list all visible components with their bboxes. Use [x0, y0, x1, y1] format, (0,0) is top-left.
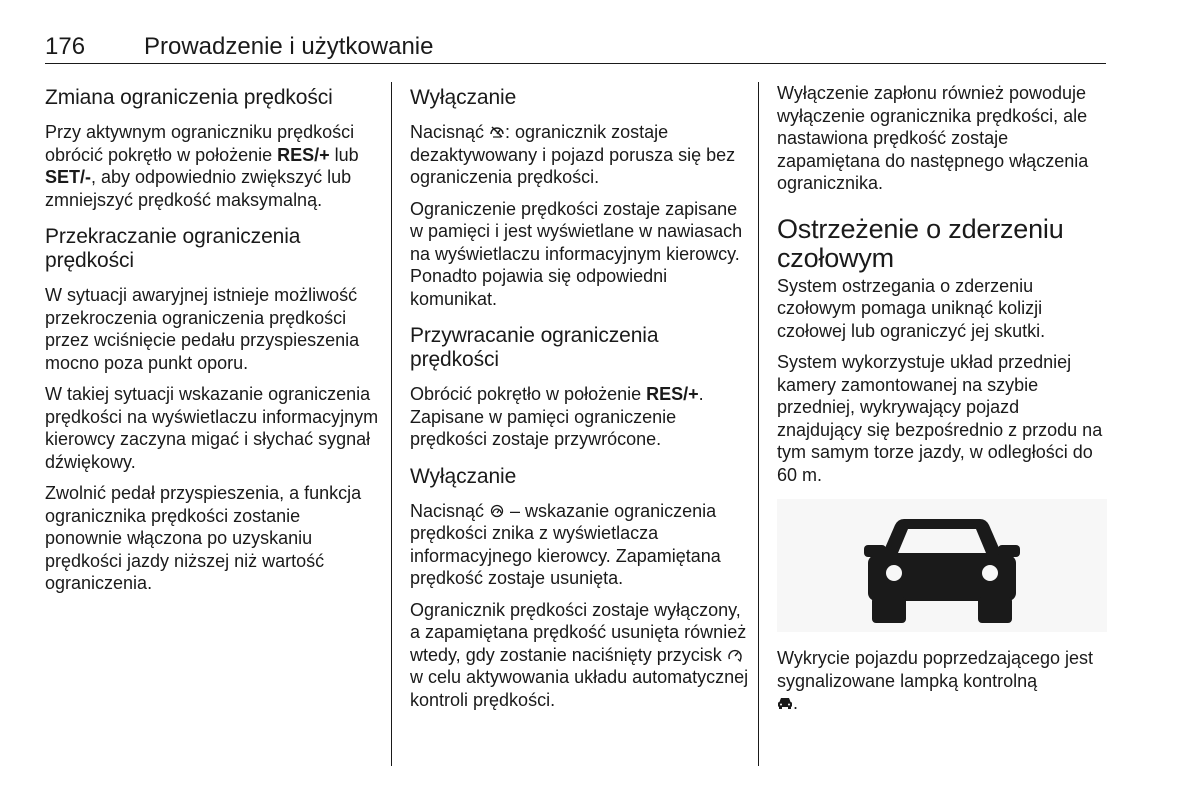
paragraph-vehicle-ahead-indicator [777, 647, 1107, 715]
text-run: Nacisnąć [410, 122, 490, 142]
column-right [777, 82, 1107, 724]
paragraph-switch-off [410, 500, 750, 590]
cruise-control-icon [727, 648, 743, 662]
heading-switch-off: Wyłączanie [410, 464, 517, 488]
column-divider [391, 82, 392, 766]
control-label-res: RES/+ [646, 384, 699, 404]
paragraph-stored-limit: Ograniczenie prędkości zostaje zapisane w pamięci i jest wyświetlane w nawiasach na wyświetlaczu informacyjnym kierowcy. Ponadto pojawia się odpowiedni komunikat. [410, 198, 743, 309]
paragraph-change-limit [45, 121, 380, 211]
text-run: Nacisnąć [410, 500, 490, 521]
text-run: , aby odpowiednio zwiększyć lub zmniejszyć prędkość maksymalną. [45, 167, 352, 210]
text-run: w celu aktywowania układu automatycznej kontroli prędkości. [410, 667, 749, 710]
paragraph-exceed-1: W sytuacji awaryjnej istnieje możliwość przekroczenia ograniczenia prędkości przez wciśnięcie pedału przyspieszenia mocno poza punkt oporu. [45, 285, 360, 373]
text-run: . Zapisane w pamięci ograniczenie prędkości zostaje przywrócone. [410, 384, 704, 449]
chapter-title: Prowadzenie i użytkowanie [144, 33, 434, 60]
text-run: : ogranicznik zostaje dezaktywowany i pojazd porusza się bez ograniczenia prędkości. [410, 122, 736, 187]
text-run: Przy aktywnym ograniczniku prędkości obrócić pokrętło w położenie [45, 122, 355, 165]
text-run: Ogranicznik prędkości zostaje wyłączony, a zapamiętana prędkość usunięta również wtedy, gdy zostanie naciśnięty przycisk [410, 599, 747, 665]
speed-limiter-icon [489, 504, 505, 518]
text-run: – wskazanie ograniczenia prędkości znika z wyświetlacza informacyjnego kierowcy. Zapamiętana prędkość zostaje usunięta. [410, 500, 721, 588]
text-run: Wykrycie pojazdu poprzedzającego jest sygnalizowane lampką kontrolną [777, 648, 1094, 691]
car-front-icon [862, 507, 1022, 625]
column-middle [410, 82, 750, 720]
vehicle-ahead-icon [777, 696, 793, 710]
page-number: 176 [45, 33, 86, 60]
paragraph-deactivate [410, 121, 750, 189]
page-header [45, 33, 1106, 64]
paragraph-system-purpose: System ostrzegania o zderzeniu czołowym pomaga uniknąć kolizji czołowej lub ograniczyć jej skutki. [777, 275, 1046, 341]
heading-deactivate: Wyłączanie [410, 86, 517, 109]
paragraph-ignition-off: Wyłączenie zapłonu również powoduje wyłączenie ogranicznika prędkości, ale nastawiona prędkość zostaje zapamiętana do następnego włączenia ogranicznika. [777, 83, 1089, 193]
paragraph-restore-limit [410, 383, 750, 451]
text-run: lub [329, 144, 359, 165]
text-run: . [793, 693, 799, 713]
paragraph-exceed-3: Zwolnić pedał przyspieszenia, a funkcja ogranicznika prędkości zostanie ponownie włączona po uzyskaniu prędkości jazdy niższej niż wartość ograniczenia. [45, 483, 362, 593]
paragraph-limiter-off-cruise [410, 599, 750, 712]
paragraph-system-camera: System wykorzystuje układ przedniej kamery zamontowanej na szybie przedniej, wykrywający pojazd znajdujący się bezpośrednio z przodu na tym samym torze jazdy, w odległości do 60 m. [777, 352, 1103, 485]
figure-vehicle-ahead [777, 499, 1107, 632]
control-label-res: RES/+ [277, 144, 330, 165]
paragraph-exceed-2: W takiej sytuacji wskazanie ograniczenia prędkości na wyświetlaczu informacyjnym kierowcy zaczyna migać i słychać sygnał dźwiękowy. [45, 384, 379, 472]
column-divider [758, 82, 759, 766]
control-label-set: SET/- [45, 167, 92, 187]
heading-forward-collision-alert: Ostrzeżenie o zderzeniu czołowym [777, 213, 1064, 273]
heading-restore-limit: Przywracanie ograniczenia prędkości [410, 324, 659, 371]
heading-change-limit: Zmiana ograniczenia prędkości [45, 86, 333, 109]
heading-exceed-limit: Przekraczanie ograniczenia prędkości [45, 225, 301, 272]
speed-limiter-cancel-icon [489, 125, 505, 139]
column-left [45, 82, 380, 604]
text-run: Obrócić pokrętło w położenie [410, 384, 647, 404]
